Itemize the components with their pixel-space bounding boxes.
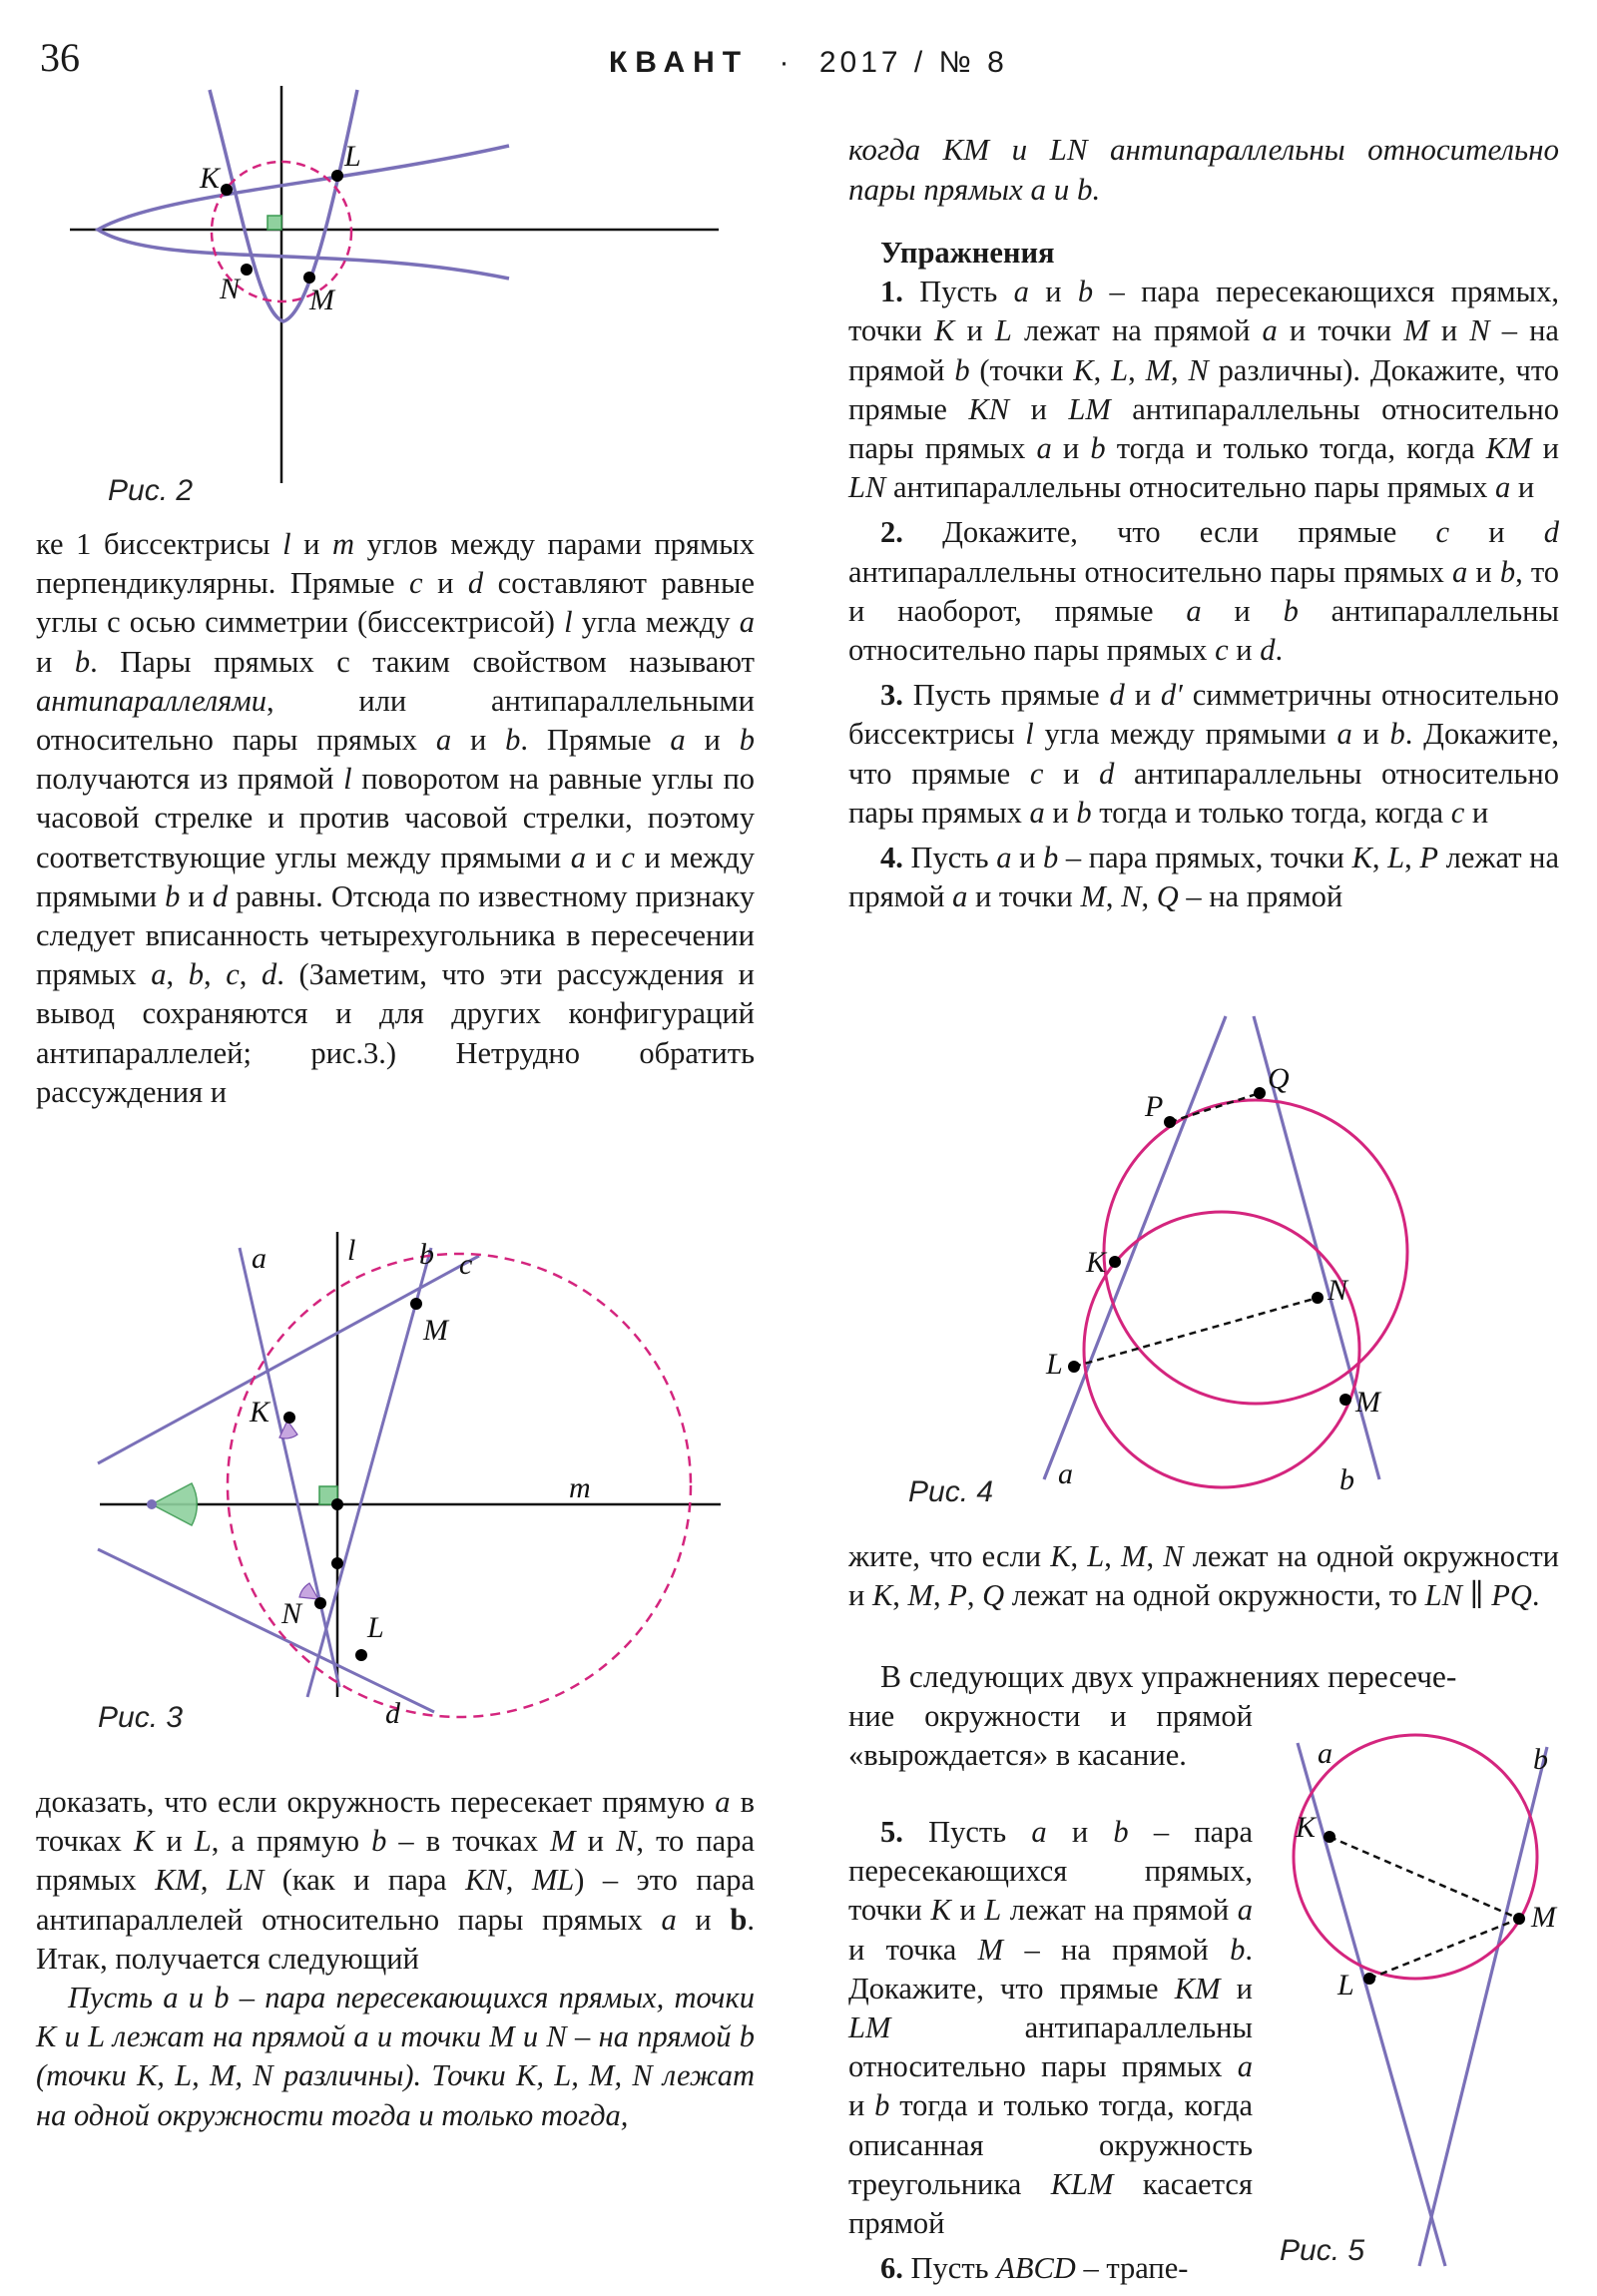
fig4-line-a (1044, 1016, 1226, 1479)
fig4-circle-lower (1084, 1212, 1359, 1487)
fig5-point-M (1513, 1913, 1525, 1925)
fig4-point-P (1164, 1116, 1176, 1128)
fig2-point-M (303, 272, 315, 284)
fig3-label-l: l (347, 1234, 356, 1267)
fig3-label-M: M (423, 1314, 448, 1347)
fig4-label-L: L (1046, 1348, 1063, 1381)
criterion-end: когда KM и LN антипараллельны относительно пары прямых a и b. (848, 132, 1559, 207)
figure-4 (1008, 998, 1467, 1517)
criterion-text: Пусть a и b – пара пересекающихся прямых, точки K и L лежат на прямой a и точки M и N – на прямой b (точки K, L, M, N различны). Точки K, L, M, N лежат на одной окружности тогда и только тогда, (36, 1981, 755, 2132)
fig2-point-L (331, 170, 343, 182)
fig5-line-b (1419, 1747, 1547, 2266)
fig4-point-K (1109, 1256, 1121, 1268)
fig3-label-b: b (419, 1238, 434, 1271)
fig3-circle (228, 1254, 691, 1717)
figure-2 (40, 84, 739, 503)
fig2-point-N (241, 264, 253, 276)
fig3-point-M (410, 1298, 422, 1310)
fig3-point-center (331, 1498, 343, 1510)
fig4-point-L (1068, 1361, 1080, 1373)
fig2-right-angle-mark (267, 216, 281, 230)
fig3-label-d: d (385, 1697, 400, 1730)
fig2-caption: Рис. 2 (108, 474, 194, 507)
fig5-segment-KM (1330, 1837, 1519, 1919)
fig5-point-L (1363, 1973, 1375, 1985)
fig4-label-P: P (1145, 1090, 1164, 1123)
fig3-angle-mark-O (152, 1483, 197, 1525)
left-paragraph-2: доказать, что если окружность пересекает прямую a в точках K и L, а прямую b – в точках M и N, то пара прямых KM, LN (как и пара KN, ML) – это пара антипараллелей относительно пары прямых a и b. Итак, получается следующий Пусть a и b – пара пересекающихся прямых, точки K и L лежат на прямой a и точки M и N – на прямой b (точки K, L, M, N различны). Точки K, L, M, N лежат на одной окружности тогда и только тогда, (36, 1783, 755, 2135)
fig3-label-a: a (252, 1242, 266, 1275)
fig4-point-N (1312, 1292, 1324, 1304)
fig4-label-N: N (1328, 1274, 1348, 1307)
exercise-5: 5. Пусть a и b – пара пересекающихся прямых, точки K и L лежат на прямой a и точка M – на прямой b. Докажите, что прямые KM и LM антипараллельны относительно пары прямых a и b тогда и только тогда, когда описанная окружность треугольника KLM касается прямой 6. Пусть ABCD – трапе- (848, 1813, 1253, 2288)
exercise-2: 2. Докажите, что если прямые c и d антипараллельны относительно пары прямых a и b, то и наоборот, прямые a и b антипараллельны относительно пары прямых c и d. (848, 515, 1559, 668)
figure-5 (1278, 1727, 1577, 2286)
fig2-label-L: L (344, 140, 361, 173)
fig3-label-N: N (281, 1597, 302, 1630)
fig5-point-K (1324, 1831, 1335, 1843)
fig3-label-K: K (250, 1396, 270, 1429)
figure-3 (40, 1228, 759, 1730)
fig2-label-K: K (200, 162, 221, 195)
right-column-top (848, 130, 1559, 916)
next-intro-line-1: В следующих двух упражнениях пересече- (880, 1659, 1457, 1694)
fig5-label-M: M (1531, 1901, 1556, 1934)
fig3-caption: Рис. 3 (98, 1701, 184, 1734)
fig4-label-b: b (1339, 1463, 1354, 1496)
journal-name: КВАНТ (609, 46, 750, 79)
fig3-point-L (355, 1649, 367, 1661)
fig5-caption: Рис. 5 (1280, 2234, 1365, 2267)
exercise-4: 4. Пусть a и b – пара прямых, точки K, L, P лежат на прямой a и точки M, N, Q – на прямой (848, 841, 1560, 914)
page-number: 36 (40, 35, 80, 80)
fig4-label-M: M (1355, 1386, 1380, 1419)
fig4-point-Q (1254, 1087, 1266, 1099)
fig4-label-a: a (1058, 1457, 1073, 1490)
fig3-label-c: c (459, 1248, 473, 1281)
fig3-point-N (314, 1597, 326, 1609)
fig3-point-K (283, 1412, 295, 1424)
fig2-point-K (221, 184, 233, 196)
header-separator: · (779, 46, 790, 79)
fig5-label-L: L (1337, 1969, 1354, 2002)
exercise-1: 1. Пусть a и b – пара пересекающихся прямых, точки K и L лежат на прямой a и точки M и N – на прямой b (точки K, L, M, N различны). Докажите, что прямые KN и LM антипараллельны относительно пары прямых a и b тогда и только тогда, когда KM и LN антипараллельны относительно пары прямых a и (848, 275, 1560, 505)
issue-number: 2017 / № 8 (818, 46, 1008, 79)
fig4-caption: Рис. 4 (908, 1475, 994, 1508)
fig3-label-m: m (569, 1471, 591, 1504)
exercise-4-end: жите, что если K, L, M, N лежат на одной окружности и K, M, P, Q лежат на одной окружности, то LN ∥ PQ. (848, 1539, 1560, 1613)
fig5-label-b: b (1533, 1743, 1548, 1776)
fig4-segment-PQ (1170, 1093, 1260, 1122)
fig3-point-O (147, 1499, 157, 1509)
fig2-label-N: N (220, 273, 241, 305)
exercises-title: Упражнения (880, 236, 1055, 270)
fig4-circle-upper (1104, 1100, 1407, 1404)
fig5-line-a (1298, 1743, 1445, 2266)
left-paragraph-1: ке 1 биссектрисы l и m углов между парами прямых перпендикулярны. Прямые c и d составляют равные углы с осью симметрии (биссектрисой) l угла между a и b. Пары прямых с таким свойством называют антипараллелями, или антипараллельными относительно пары прямых a и b. Прямые a и b получаются из прямой l поворотом на равные углы по часовой стрелке и против часовой стрелки, поэтому соответствующие углы между прямыми a и c и между прямыми b и d равны. Отсюда по известному признаку следует вписанность четырехугольника в пересечении прямых a, b, c, d. (Заметим, что эти рассуждения и вывод сохраняются и для других конфигураций антипараллелей; рис.3.) Нетрудно обратить рассуждения и (36, 527, 756, 1109)
exercise-3: 3. Пусть прямые d и d′ симметричны относительно биссектрисы l угла между прямыми a и b. Докажите, что прямые c и d антипараллельны относительно пары прямых a и b тогда и только тогда, когда c и (848, 678, 1559, 830)
fig3-label-L: L (367, 1611, 384, 1644)
fig2-label-M: M (309, 284, 334, 316)
fig3-point-P (331, 1557, 343, 1569)
fig4-label-Q: Q (1268, 1062, 1290, 1095)
journal-title (609, 46, 1008, 80)
fig4-label-K: K (1086, 1246, 1107, 1279)
next-intro-rest: ние окружности и прямой «вырождается» в касание. (848, 1699, 1253, 1773)
fig4-point-M (1339, 1394, 1351, 1406)
fig5-label-a: a (1318, 1737, 1332, 1770)
fig5-label-K: K (1296, 1811, 1317, 1844)
exercise-6: 6. Пусть ABCD – трапе- (880, 2251, 1189, 2286)
